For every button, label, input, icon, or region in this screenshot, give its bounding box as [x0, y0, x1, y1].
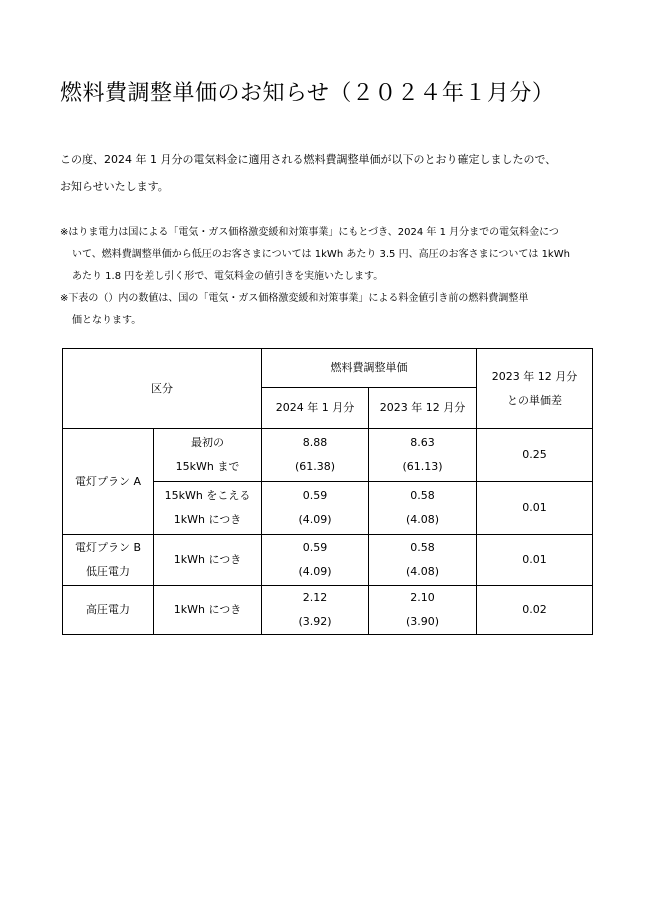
price-before-discount: (3.92)	[298, 615, 332, 628]
tier-label: 1kWh につき	[154, 586, 262, 635]
header-category: 区分	[63, 349, 262, 429]
price-before-discount: (61.38)	[294, 460, 336, 473]
price-diff: 0.01	[477, 482, 593, 535]
price-value: 0.59	[302, 489, 328, 502]
current-price	[262, 586, 369, 635]
header-diff	[477, 349, 593, 429]
tier-label: 1kWh につき	[154, 535, 262, 586]
price-value: 0.58	[410, 489, 435, 502]
header-previous-month: 2023 年 12 月分	[369, 388, 477, 429]
header-diff-line: 2023 年 12 月分	[491, 369, 578, 383]
plan-b-label	[63, 535, 154, 586]
header-current-month: 2024 年 1 月分	[262, 388, 369, 429]
price-before-discount: (4.09)	[298, 565, 332, 578]
plan-a-label: 電灯プラン A	[63, 429, 154, 535]
table-row	[63, 429, 593, 482]
tier-label	[154, 482, 262, 535]
tier-line: 1kWh につき	[173, 513, 242, 526]
fuel-cost-table	[62, 348, 593, 635]
previous-price	[369, 482, 477, 535]
price-diff: 0.01	[477, 535, 593, 586]
previous-price	[369, 586, 477, 635]
price-before-discount: (4.08)	[405, 565, 440, 578]
high-voltage-label: 高圧電力	[63, 586, 154, 635]
current-price	[262, 535, 369, 586]
plan-line: 低圧電力	[86, 565, 130, 578]
price-value: 0.59	[302, 541, 328, 554]
tier-line: 最初の	[191, 436, 224, 449]
table-row	[63, 535, 593, 586]
note-line: あたり 1.8 円を差し引く形で、電気料金の値引きを実施いたします。	[72, 271, 384, 282]
intro-line: お知らせいたします。	[60, 180, 169, 193]
intro-line: この度、2024 年 1 月分の電気料金に適用される燃料費調整単価が以下のとおり確定しましたので、	[60, 153, 557, 166]
tier-line: 15kWh をこえる	[164, 489, 251, 502]
price-before-discount: (3.90)	[405, 615, 440, 628]
header-diff-line: との単価差	[507, 393, 562, 407]
note-line: ※はりま電力は国による「電気・ガス価格激変緩和対策事業」にもとづき、2024 年 1 月分までの電気料金につ	[60, 227, 559, 238]
previous-price	[369, 535, 477, 586]
current-price	[262, 482, 369, 535]
intro-text	[60, 146, 600, 200]
price-value: 8.63	[410, 436, 435, 449]
header-unit-price: 燃料費調整単価	[262, 349, 477, 388]
price-before-discount: (61.13)	[402, 460, 443, 473]
note-line: 価となります。	[72, 315, 142, 326]
price-before-discount: (4.09)	[298, 513, 332, 526]
note-line: いて、燃料費調整単価から低圧のお客さまについては 1kWh あたり 3.5 円、高圧のお客さまについては 1kWh	[72, 249, 570, 260]
current-price	[262, 429, 369, 482]
price-before-discount: (4.08)	[405, 513, 440, 526]
tier-label	[154, 429, 262, 482]
price-diff: 0.02	[477, 586, 593, 635]
tier-line: 15kWh まで	[175, 460, 240, 473]
price-value: 8.88	[302, 436, 328, 449]
page-title: 燃料費調整単価のお知らせ（２０２４年１月分）	[60, 81, 555, 106]
plan-line: 電灯プラン B	[74, 541, 142, 554]
price-value: 2.10	[410, 591, 435, 604]
price-value: 0.58	[410, 541, 435, 554]
price-diff: 0.25	[477, 429, 593, 482]
table-row	[63, 586, 593, 635]
price-value: 2.12	[302, 591, 328, 604]
previous-price	[369, 429, 477, 482]
notes	[60, 222, 600, 332]
note-line: ※下表の（）内の数値は、国の「電気・ガス価格激変緩和対策事業」による料金値引き前の燃料費調整単	[60, 293, 529, 304]
